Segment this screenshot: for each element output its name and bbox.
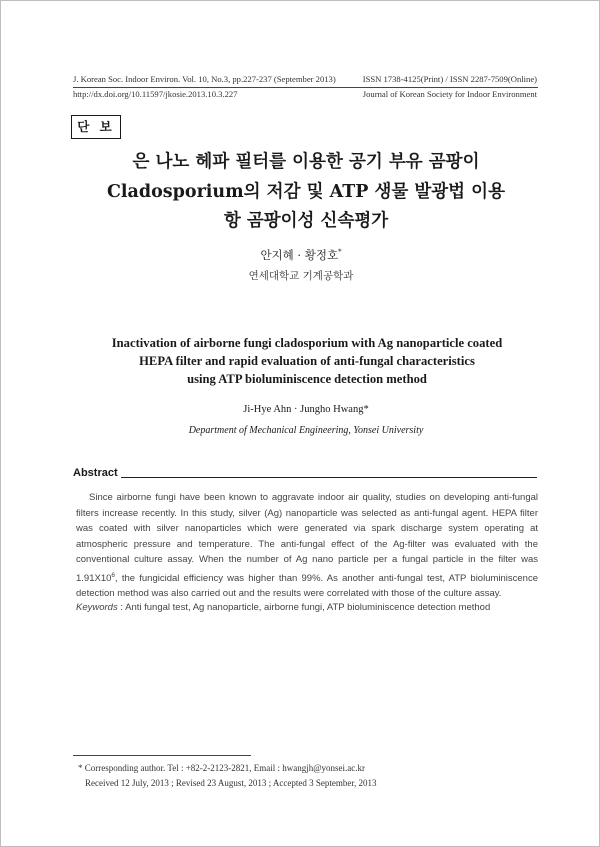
abstract-rule	[119, 477, 537, 478]
english-title-line-2: HEPA filter and rapid evaluation of anti-fungal characteristics	[139, 354, 475, 368]
korean-author-names: 안지혜 · 황정호	[260, 248, 339, 262]
english-affiliation: Department of Mechanical Engineering, Yonsei University	[188, 425, 424, 436]
abstract-body	[76, 490, 538, 602]
doi-link[interactable]: http://dx.doi.org/10.11597/jkosie.2013.10.3.227	[73, 89, 238, 99]
keywords-text: Anti fungal test, Ag nanoparticle, airborne fungi, ATP bioluminiscence detection method	[125, 602, 491, 613]
abstract-text-part-2: , the fungicidal efficiency was higher than 99%. As another anti-fungal test, ATP bioluminiscence detection method was also carried out and the results were correlated with those of the culture assay.	[76, 572, 538, 600]
footnote-rule	[73, 755, 251, 756]
english-title-line-1: Inactivation of airborne fungi cladosporium with Ag nanoparticle coated	[111, 336, 503, 350]
korean-authors	[1, 247, 600, 263]
article-type-badge: 단 보	[71, 115, 121, 139]
korean-title-line-2: Cladosporium의 저감 및 ATP 생물 발광법 이용	[106, 182, 505, 202]
submission-dates: Received 12 July, 2013 ; Revised 23 August, 2013 ; Accepted 3 September, 2013	[85, 778, 377, 788]
abstract-text-part-1: Since airborne fungi have been known to aggravate indoor air quality, studies on developing anti-fungal filters increase recently. In this study, silver (Ag) nanoparticle was selected as anti-fungal agent. HEPA filter was coated with silver nanoparticles which were generated via spark discharge system operating at atmospheric pressure and temperature. The anti-fungal effect of the Ag-filter was evaluated with the conventional culture assay. When the number of Ag nano particle per a fungal particle in the filter was 1.91X10	[76, 492, 538, 584]
keywords-separator: :	[117, 602, 126, 613]
korean-affiliation: 연세대학교 기계공학과	[248, 270, 354, 282]
corresponding-author-note: * Corresponding author. Tel : +82-2-2123-2821, Email : hwangjh@yonsei.ac.kr	[78, 763, 366, 773]
issn: ISSN 1738-4125(Print) / ISSN 2287-7509(Online)	[362, 74, 537, 84]
korean-title-line-3: 항 곰팡이성 신속평가	[223, 211, 389, 231]
keywords-label: Keywords	[76, 602, 118, 613]
korean-title-line-1: 은 나노 헤파 필터를 이용한 공기 부유 곰팡이	[132, 152, 480, 172]
header-divider	[73, 87, 538, 88]
abstract-exponent: 6	[111, 571, 116, 579]
journal-name: Journal of Korean Society for Indoor Environment	[362, 89, 537, 99]
corresponding-mark: *	[338, 248, 342, 257]
english-authors: Ji-Hye Ahn · Jungho Hwang*	[243, 404, 369, 415]
keywords	[76, 602, 490, 613]
abstract-heading: Abstract	[73, 467, 121, 479]
journal-citation: J. Korean Soc. Indoor Environ. Vol. 10, No.3, pp.227-237 (September 2013)	[73, 74, 336, 84]
english-title-line-3: using ATP bioluminiscence detection method	[187, 372, 427, 386]
